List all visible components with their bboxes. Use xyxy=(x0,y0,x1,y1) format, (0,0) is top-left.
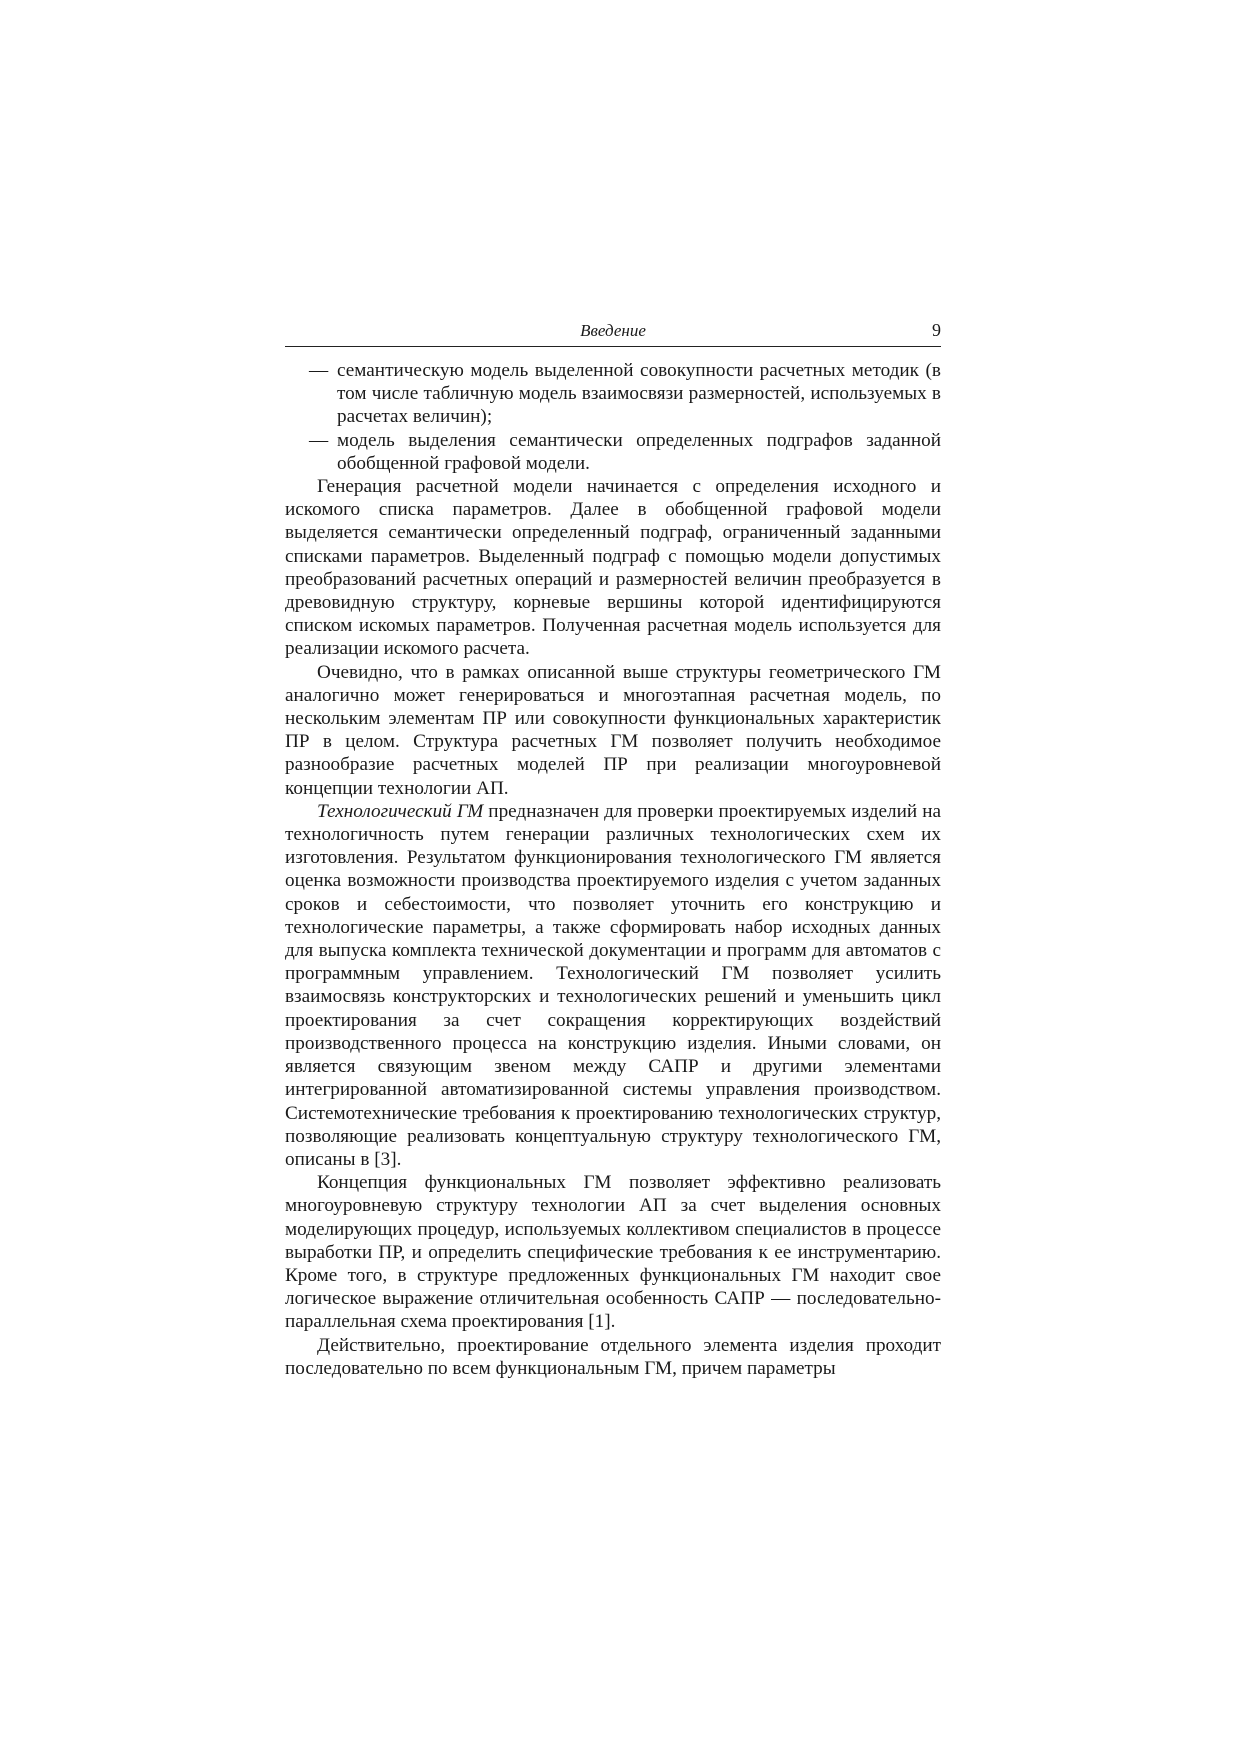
paragraph-concept: Концепция функциональных ГМ позволяет эффективно реализовать многоуровневую структуру технологии АП за счет выделения основных моделирующих процедур, используемых коллективом специалистов в процессе выработки ПР, и определить специфические требования к ее инструментарию. Кроме того, в структуре предложенных функциональных ГМ находит свое логическое выражение отличительная особенность САПР — последовательно-параллельная схема проектирования [1]. xyxy=(285,1172,941,1333)
list-item-text: модель выделения семантически определенных подграфов заданной обобщенной графовой модели. xyxy=(337,429,941,474)
list-item-text: семантическую модель выделенной совокупности расчетных методик (в том числе табличную модель взаимосвязи размерностей, используемых в расчетах величин); xyxy=(337,360,941,428)
paragraph-geometric: Очевидно, что в рамках описанной выше структуры геометрического ГМ аналогично может генерироваться и многоэтапная расчетная модель, по нескольким элементам ПР или совокупности функциональных характеристик ПР в целом. Структура расчетных ГМ позволяет получить необходимое разнообразие расчетных моделей ПР при реализации многоуровневой концепции технологии АП. xyxy=(285,661,941,799)
chapter-title: Введение xyxy=(580,321,646,340)
page-number: 9 xyxy=(932,320,941,340)
list-item xyxy=(285,359,941,429)
dash-list xyxy=(285,359,941,475)
paragraph-technological xyxy=(285,800,941,1171)
list-item xyxy=(285,429,941,475)
paragraph-generation: Генерация расчетной модели начинается с определения исходного и искомого списка параметров. Далее в обобщенной графовой модели выделяется семантически определенный подграф, ограниченный заданными списками параметров. Выделенный подграф с помощью модели допустимых преобразований расчетных операций и размерностей величин преобразуется в древовидную структуру, корневые вершины которой идентифицируются списком искомых параметров. Полученная расчетная модель используется для реализации искомого расчета. xyxy=(285,476,941,660)
list-dash: — xyxy=(309,429,329,451)
running-header xyxy=(285,320,941,347)
body-text xyxy=(285,359,941,1380)
italic-term: Технологический ГМ xyxy=(317,800,484,822)
list-dash: — xyxy=(309,360,329,381)
book-page xyxy=(285,320,941,1380)
paragraph-technological-text: предназначен для проверки проектируемых изделий на технологичность путем генерации различных технологических схем их изготовления. Результатом функционирования технологического ГМ является оценка возможности производства проектируемого изделия с учетом заданных сроков и себестоимости, что позволяет уточнить его конструкцию и технологические параметры, а также сформировать набор исходных данных для выпуска комплекта технической документации и программ для автоматов с программным управлением. Технологический ГМ позволяет усилить взаимосвязь конструкторских и технологических решений и уменьшить цикл проектирования за счет сокращения корректирующих воздействий производственного процесса на конструкцию изделия. Иными словами, он является связующим звеном между САПР и другими элементами интегрированной автоматизированной системы управления производством. Системотехнические требования к проектированию технологических структур, позволяющие реализовать концептуальную структуру технологического ГМ, описаны в [3]. xyxy=(285,800,941,1170)
paragraph-indeed: Действительно, проектирование отдельного элемента изделия проходит последовательно по всем функциональным ГМ, причем параметры xyxy=(285,1334,941,1379)
